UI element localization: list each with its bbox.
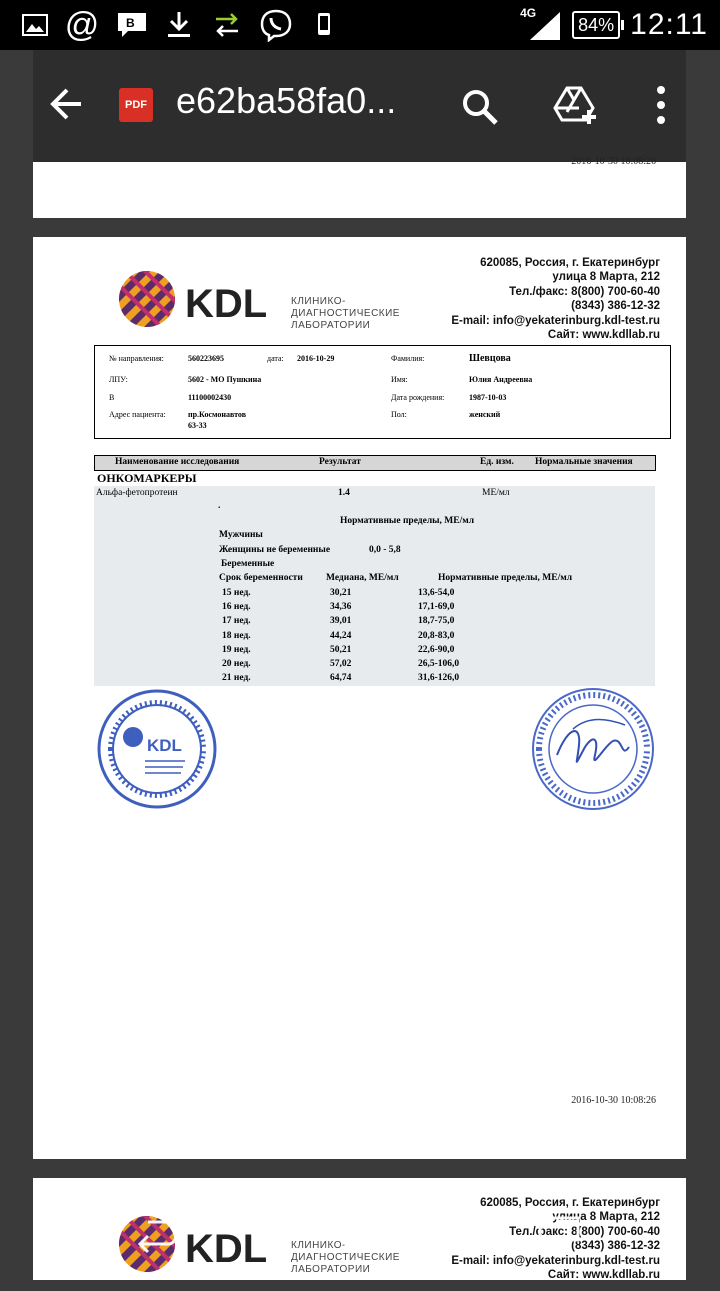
week-cell: 19 нед. (222, 645, 251, 655)
address-line: (8343) 386-12-32 (571, 1240, 660, 1253)
median-cell: 44,24 (330, 631, 352, 641)
median-cell: 50,21 (330, 645, 352, 655)
section-title: ОНКОМАРКЕРЫ (97, 471, 197, 485)
lab-name-line: ДИАГНОСТИЧЕСКИЕ (291, 308, 400, 319)
pdf-page-current (33, 237, 686, 1159)
range-cell: 13,6-54,0 (418, 588, 455, 598)
nav-home-icon[interactable] (336, 1206, 384, 1259)
name-label: Имя: (391, 375, 408, 384)
lab-name-line: ЛАБОРАТОРИИ (291, 320, 371, 331)
lab-seal-stamp (95, 687, 219, 816)
page-timestamp: 2016-10-30 10:08:26 (571, 156, 656, 167)
svg-text:B: B (126, 16, 135, 30)
week-cell: 17 нед. (222, 616, 251, 626)
battery-level: 84% (578, 15, 615, 35)
header-result: Результат (319, 457, 361, 467)
lpu-label: ЛПУ: (109, 375, 128, 384)
sex-label: Пол: (391, 410, 407, 419)
status-bar (0, 0, 720, 50)
week-cell: 20 нед. (222, 659, 251, 669)
more-options-icon[interactable] (655, 84, 667, 131)
week-cell: 16 нед. (222, 602, 251, 612)
women-label: Женщины не беременные (219, 545, 331, 555)
address-value-2: 63-33 (188, 421, 207, 430)
col-norm: Нормативные пределы, МЕ/мл (438, 573, 573, 583)
date-label: дата: (267, 354, 284, 363)
women-range: 0,0 - 5,8 (369, 545, 401, 555)
nav-back-icon[interactable] (134, 1214, 184, 1259)
referral-label: № направления: (109, 354, 164, 363)
address-line: Сайт: www.kdllab.ru (547, 1269, 660, 1282)
week-cell: 18 нед. (222, 631, 251, 641)
logo-wordmark: KDL (185, 1227, 268, 1271)
median-cell: 57,02 (330, 659, 352, 669)
app-bar (33, 50, 686, 162)
patient-info-box (94, 345, 671, 439)
add-to-drive-icon[interactable] (553, 86, 599, 131)
at-sign-icon: @ (64, 5, 100, 44)
lab-name (291, 296, 400, 332)
result-block (94, 486, 655, 686)
range-cell: 26,5-106,0 (418, 659, 460, 669)
data-transfer-icon (212, 8, 242, 42)
phone-icon (312, 8, 336, 42)
header-unit: Ед. изм. (480, 457, 514, 467)
dob-label: Дата рождения: (391, 393, 445, 402)
median-cell: 30,21 (330, 588, 352, 598)
signal-icon (522, 8, 562, 42)
range-cell: 17,1-69,0 (418, 602, 455, 612)
address-line: 620085, Россия, г. Екатеринбург (480, 1197, 660, 1209)
name-value: Юлия Андреевна (469, 375, 533, 384)
network-type: 4G (520, 6, 537, 20)
median-cell: 34,36 (330, 602, 352, 612)
logo-wordmark: KDL (185, 282, 268, 326)
nav-recents-icon[interactable] (538, 1216, 580, 1255)
address-line: E-mail: info@yekaterinburg.kdl-test.ru (451, 1254, 660, 1267)
page-timestamp: 2016-10-30 10:08:26 (571, 1095, 656, 1106)
norm-title: Нормативные пределы, МЕ/мл (340, 516, 475, 526)
address-line: улица 8 Марта, 212 (552, 271, 660, 284)
men-label: Мужчины (219, 530, 263, 540)
address-line: улица 8 Марта, 212 (552, 1211, 660, 1224)
lab-name-line: КЛИНИКО- (291, 296, 346, 307)
col-term: Срок беременности (219, 573, 303, 583)
header-normal: Нормальные значения (535, 457, 633, 467)
results-table-header (94, 455, 656, 471)
surname-label: Фамилия: (391, 354, 425, 363)
v-value: 11100002430 (188, 393, 232, 402)
address-value-1: пр.Космонавтов (188, 410, 247, 419)
address-line: (8343) 386-12-32 (571, 300, 660, 313)
lab-name-line: КЛИНИКО- (291, 1240, 346, 1251)
date-value: 2016-10-29 (297, 354, 335, 363)
note-dot: . (218, 501, 221, 511)
v-label: В (109, 393, 115, 402)
surname-value: Шевцова (469, 353, 511, 364)
lpu-value: 5602 - МО Пушкина (188, 375, 262, 384)
clock: 12:11 (630, 8, 708, 41)
lab-name-line: ДИАГНОСТИЧЕСКИЕ (291, 1252, 400, 1263)
dob-value: 1987-10-03 (469, 393, 507, 402)
address-line: Сайт: www.kdllab.ru (547, 329, 660, 342)
range-cell: 31,6-126,0 (418, 673, 460, 683)
document-title: e62ba58fa0... (176, 80, 397, 121)
header-test: Наименование исследования (115, 457, 240, 467)
range-cell: 22,6-90,0 (418, 645, 455, 655)
address-label: Адрес пациента: (109, 410, 166, 419)
pregnant-label: Беременные (221, 559, 275, 569)
message-icon (114, 8, 150, 42)
referral-value: 560223695 (188, 354, 224, 363)
pdf-file-icon: PDF (119, 88, 153, 122)
navigation-bar (0, 1200, 720, 1280)
range-cell: 20,8-83,0 (418, 631, 455, 641)
search-icon[interactable] (461, 88, 499, 131)
test-name: Альфа-фетопротеин (96, 488, 178, 498)
svg-text:KDL: KDL (147, 736, 182, 755)
battery-indicator (572, 11, 620, 39)
median-cell: 64,74 (330, 673, 352, 683)
pdf-page-previous (33, 156, 686, 218)
range-cell: 18,7-75,0 (418, 616, 455, 626)
doctor-signature-stamp (529, 685, 657, 818)
lab-name-line: ЛАБОРАТОРИИ (291, 1264, 371, 1275)
back-arrow-icon[interactable] (47, 84, 87, 124)
viber-icon (258, 8, 294, 42)
address-line: 620085, Россия, г. Екатеринбург (480, 257, 660, 269)
test-result: 1.4 (338, 488, 350, 498)
gallery-icon (20, 8, 50, 42)
test-unit: МЕ/мл (482, 488, 510, 498)
address-line: E-mail: info@yekaterinburg.kdl-test.ru (451, 314, 660, 327)
median-cell: 39,01 (330, 616, 352, 626)
lab-address (451, 256, 660, 342)
col-median: Медиана, МЕ/мл (326, 573, 399, 583)
address-line: Тел./факс: 8(800) 700-60-40 (509, 1225, 660, 1238)
address-line: Тел./факс: 8(800) 700-60-40 (509, 285, 660, 298)
download-icon (164, 8, 194, 42)
sex-value: женский (469, 410, 501, 419)
week-cell: 21 нед. (222, 673, 251, 683)
week-cell: 15 нед. (222, 588, 251, 598)
